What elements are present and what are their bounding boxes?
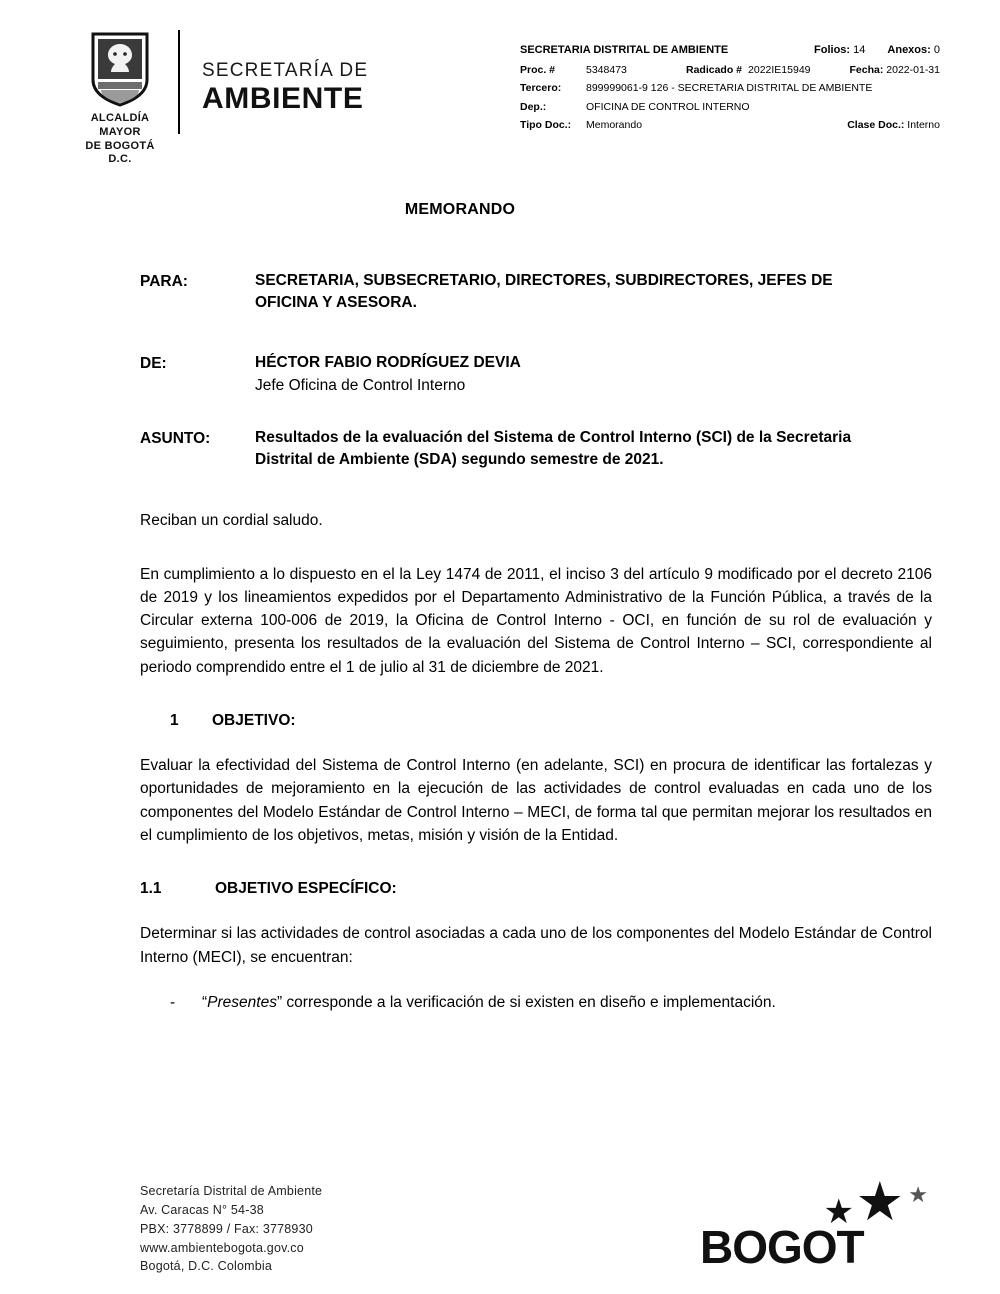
bogota-shield-icon <box>89 30 151 108</box>
stamp-folios-value: 14 <box>853 44 866 56</box>
stamp-fecha-label: Fecha: <box>849 64 884 77</box>
bullet-rest: ” corresponde a la verificación de si existen en diseño e implementación. <box>276 993 776 1011</box>
stamp-proc-label: Proc. # <box>520 64 556 77</box>
star-icon-medium: ★ <box>823 1193 854 1231</box>
de-label: DE: <box>140 355 167 372</box>
footer-line-5: Bogotá, D.C. Colombia <box>140 1259 273 1274</box>
stamp-row-proc <box>520 62 940 78</box>
de-value-block <box>255 352 521 397</box>
alcaldia-label <box>80 112 160 167</box>
section-1-title: OBJETIVO: <box>212 711 296 729</box>
section-1-number: 1 <box>170 711 179 729</box>
field-para <box>60 270 940 314</box>
alcaldia-logo-block <box>80 30 160 167</box>
spacer-4 <box>60 533 940 563</box>
bullet-quote-open: “ <box>202 993 208 1011</box>
section-1-1-title: OBJETIVO ESPECÍFICO: <box>215 880 397 897</box>
section-1-1-heading <box>60 877 940 900</box>
stamp-clase-doc-label: Clase Doc.: <box>847 118 905 131</box>
stamp-dep-label: Dep.: <box>520 100 547 113</box>
spacer-2 <box>60 405 940 427</box>
section-1-1-paragraph: Determinar si las actividades de control asociadas a cada uno de los componentes del Modelo Estándar de Control Interno (MECI), se encuentran: <box>140 925 932 966</box>
secretaria-line-1: SECRETARÍA DE <box>202 60 369 81</box>
stamp-anexos <box>887 42 940 59</box>
document-footer <box>0 1172 1000 1276</box>
stamp-clase-doc-value: Interno <box>907 118 940 131</box>
footer-address <box>60 1182 322 1276</box>
footer-line-3: PBX: 3778899 / Fax: 3778930 <box>140 1221 313 1236</box>
alcaldia-line-1: ALCALDÍA MAYOR <box>90 112 150 138</box>
stamp-fecha-value: 2022-01-31 <box>886 64 940 77</box>
asunto-label: ASUNTO: <box>140 430 211 448</box>
section-1-paragraph: Evaluar la efectividad del Sistema de Control Interno (en adelante, SCI) en procura de identificar las fortalezas y oportunidades de mejoramiento en la ejecución de las actividades de control evaluadas en cada uno de los componentes del Modelo Estándar de Control Interno – MECI, de forma tal que permitan mejorar los resultados en el cumplimiento de los objetivos, metas, misión y visión de la Entidad. <box>140 757 932 844</box>
stamp-proc-value: 5348473 <box>586 64 627 77</box>
list-item <box>60 991 940 1014</box>
stamp-folios <box>814 42 865 59</box>
bullet-emphasis: Presentes <box>207 993 277 1011</box>
spacer-3 <box>60 479 940 509</box>
de-subvalue: Jefe Oficina de Control Interno <box>255 377 466 394</box>
stamp-entity: SECRETARIA DISTRITAL DE AMBIENTE <box>520 44 729 56</box>
page-title: MEMORANDO <box>404 201 516 218</box>
document-body <box>0 198 1000 1014</box>
stamp-title-row <box>520 42 940 59</box>
greeting-text: Reciban un cordial saludo. <box>140 512 323 530</box>
star-icon-large: ★ <box>855 1172 904 1232</box>
stamp-radicado-value: 2022IE15949 <box>748 64 811 77</box>
footer-line-2: Av. Caracas N° 54-38 <box>140 1203 264 1217</box>
field-de <box>60 352 940 397</box>
stamp-row-dep <box>520 99 940 115</box>
stamp-row-tipo <box>520 117 940 133</box>
stamp-folios-label: Folios: <box>814 44 851 56</box>
footer-line-1: Secretaría Distrital de Ambiente <box>140 1184 323 1199</box>
document-header <box>0 0 1000 166</box>
para-label: PARA: <box>140 273 188 290</box>
asunto-value: Resultados de la evaluación del Sistema de Control Interno (SCI) de la Secretaria Distrital de Ambiente (SDA) segundo semestre de 2021. <box>255 429 852 469</box>
stamp-radicado-label: Radicado # <box>686 64 743 77</box>
secretaria-line-2: AMBIENTE <box>202 82 364 115</box>
logo-divider <box>178 30 180 134</box>
alcaldia-line-2: DE BOGOTÁ D.C. <box>85 139 155 166</box>
field-asunto <box>60 427 940 471</box>
para-value: SECRETARIA, SUBSECRETARIO, DIRECTORES, SUBDIRECTORES, JEFES DE OFICINA Y ASESORA. <box>255 272 833 311</box>
stamp-tercero-value: 899999061-9 126 - SECRETARIA DISTRITAL DE AMBIENTE <box>586 82 873 95</box>
stamp-fecha <box>850 62 940 78</box>
stamp-tipo-doc-label: Tipo Doc.: <box>520 118 572 131</box>
de-value: HÉCTOR FABIO RODRÍGUEZ DEVIA <box>255 354 521 371</box>
bogota-wordmark: BOGOT <box>700 1221 864 1273</box>
stamp-anexos-label: Anexos: <box>887 44 931 56</box>
stamp-anexos-value: 0 <box>933 44 940 56</box>
institutional-logo <box>60 30 460 167</box>
section-1-heading <box>60 709 940 732</box>
secretaria-wordmark <box>202 30 368 115</box>
radicado-stamp <box>520 30 940 135</box>
bogota-brand-logo <box>700 1172 940 1276</box>
bullet-text <box>202 991 776 1014</box>
stamp-dep-value: OFICINA DE CONTROL INTERNO <box>586 100 750 113</box>
stamp-row-tercero <box>520 80 940 96</box>
intro-paragraph: En cumplimiento a lo dispuesto en el la Ley 1474 de 2011, el inciso 3 del artículo 9 modificado por el decreto 2106 de 2019 y los lineamientos expedidos por el Departamento Administrativo de la Función Pública, a través de la Circular externa 100-006 de 2019, la Oficina de Control Interno - OCI, en función de su rol de evaluación y seguimiento, presenta los resultados de la evaluación del Sistema de Control Interno – SCI, correspondiente al periodo comprendido entre el 1 de julio al 31 de diciembre de 2021. <box>140 565 932 676</box>
stamp-tercero-label: Tercero: <box>520 82 562 95</box>
star-icon-small: ★ <box>908 1182 928 1207</box>
bullet-dash: - <box>170 993 176 1011</box>
spacer-1 <box>60 322 940 352</box>
section-1-1-number: 1.1 <box>140 880 162 897</box>
stamp-tipo-doc-value: Memorando <box>586 118 643 131</box>
stamp-clase-doc <box>847 117 940 133</box>
footer-line-4[interactable]: www.ambientebogota.gov.co <box>140 1240 304 1255</box>
